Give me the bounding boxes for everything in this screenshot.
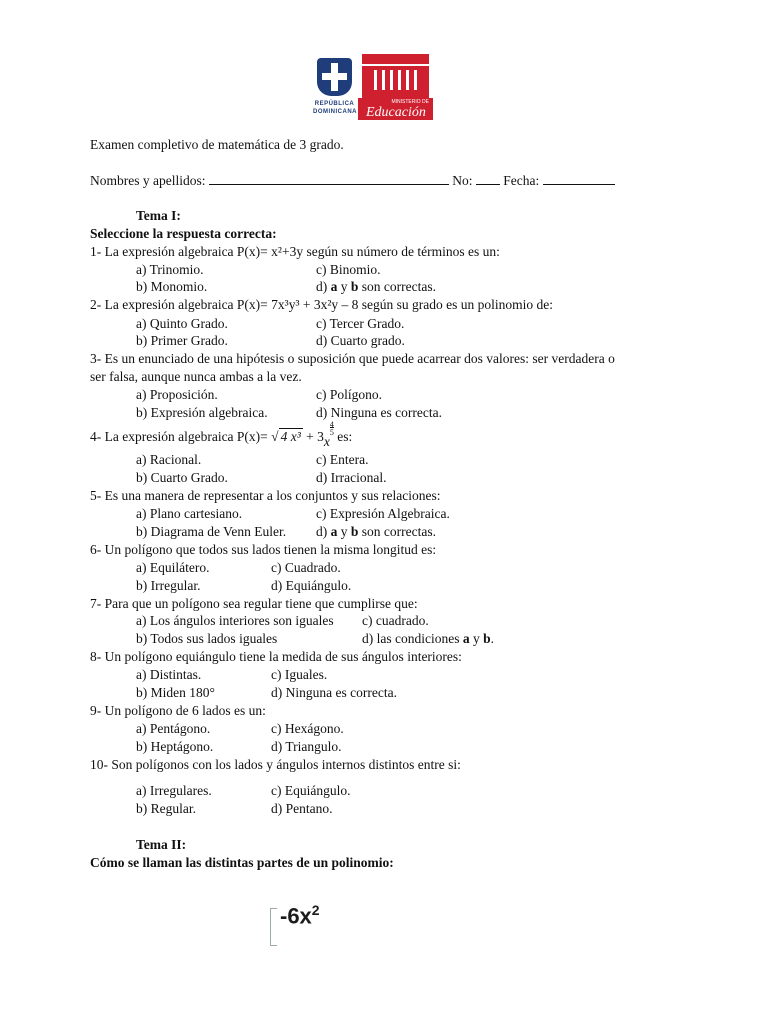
q1-option-d-suffix: son correctas. [358, 279, 436, 294]
q2-option-d[interactable]: d) Cuarto grado. [316, 333, 405, 348]
logo-education-text: Educación [366, 105, 426, 120]
q10-option-b[interactable]: b) Regular. [136, 801, 196, 816]
q8-option-c[interactable]: c) Iguales. [271, 667, 328, 682]
q5-option-a[interactable]: a) Plano cartesiano. [136, 506, 243, 521]
q5-option-d-y: y [337, 524, 351, 539]
number-label: No: [452, 173, 473, 188]
q5-option-d-a: a [330, 524, 338, 539]
q3-option-d[interactable]: d) Ninguna es correcta. [316, 405, 442, 420]
q6-option-a[interactable]: a) Equilátero. [136, 560, 210, 575]
coat-of-arms-icon [313, 54, 356, 122]
polynomial-base: -6x [280, 903, 312, 929]
q1-option-d-b: b [350, 279, 359, 294]
question-4 [90, 420, 353, 449]
q10-option-a[interactable]: a) Irregulares. [136, 783, 212, 798]
question-5: 5- Es una manera de representar a los conjuntos y sus relaciones: [90, 488, 441, 503]
tema2-instruction: Cómo se llaman las distintas partes de un polinomio: [90, 855, 394, 870]
question-10: 10- Son polígonos con los lados y ángulos internos distintos entre si: [90, 757, 461, 772]
q4-exponent [330, 421, 334, 437]
q7-option-d[interactable] [362, 631, 494, 647]
q7-option-b[interactable]: b) Todos sus lados iguales [136, 631, 278, 646]
q5-option-b[interactable]: b) Diagrama de Venn Euler. [136, 524, 287, 539]
q7-option-d-prefix: d) las condiciones [362, 631, 463, 646]
date-label: Fecha: [503, 173, 540, 188]
q7-option-d-a: a [462, 631, 470, 646]
q5-option-d-prefix: d) [316, 524, 331, 539]
q9-option-b[interactable]: b) Heptágono. [136, 739, 214, 754]
q4-option-c[interactable]: c) Entera. [316, 452, 369, 467]
q9-option-a[interactable]: a) Pentágono. [136, 721, 211, 736]
q3-option-b[interactable]: b) Expresión algebraica. [136, 405, 268, 420]
q4-option-d[interactable]: d) Irracional. [316, 470, 387, 485]
question-9: 9- Un polígono de 6 lados es un: [90, 703, 266, 718]
number-field[interactable] [476, 173, 500, 185]
question-3-line-2: ser falsa, aunque nunca ambas a la vez. [90, 369, 302, 384]
question-6: 6- Un polígono que todos sus lados tienen la misma longitud es: [90, 542, 437, 557]
q4-suffix: es: [337, 429, 353, 444]
q1-option-d-a: a [330, 279, 338, 294]
q1-option-c[interactable]: c) Binomio. [316, 262, 381, 277]
q2-option-c[interactable]: c) Tercer Grado. [316, 316, 405, 331]
q4-exponent-num: 4 [329, 420, 334, 429]
q6-option-d[interactable]: d) Equiángulo. [271, 578, 352, 593]
name-label: Nombres y apellidos: [90, 173, 206, 188]
q5-option-d-b: b [350, 524, 359, 539]
q2-option-a[interactable]: a) Quinto Grado. [136, 316, 228, 331]
q5-option-c[interactable]: c) Expresión Algebraica. [316, 506, 450, 521]
q1-option-d-y: y [337, 279, 351, 294]
q4-variable: x [323, 434, 330, 449]
tema1-instruction: Seleccione la respuesta correcta: [90, 226, 277, 241]
building-logo-icon [358, 54, 433, 122]
exam-title: Examen completivo de matemática de 3 grado. [90, 137, 344, 152]
logo-ministry-text: MINISTERIO DE [391, 99, 429, 105]
q1-option-d[interactable] [316, 279, 436, 295]
polynomial-expression [280, 902, 320, 929]
q7-option-d-y: y [469, 631, 484, 646]
q8-option-d[interactable]: d) Ninguna es correcta. [271, 685, 397, 700]
question-2: 2- La expresión algebraica P(x)= 7x³y³ + 3x²y – 8 según su grado es un polinomio de: [90, 297, 554, 312]
student-info-line [90, 173, 615, 189]
q4-option-a[interactable]: a) Racional. [136, 452, 202, 467]
question-8: 8- Un polígono equiángulo tiene la medida de sus ángulos interiores: [90, 649, 462, 664]
q4-exponent-den: 5 [329, 428, 334, 437]
question-1: 1- La expresión algebraica P(x)= x²+3y según su número de términos es un: [90, 244, 500, 259]
expression-bracket-left [270, 908, 277, 946]
q6-option-c[interactable]: c) Cuadrado. [271, 560, 341, 575]
ministry-logo [313, 54, 433, 122]
q3-option-a[interactable]: a) Proposición. [136, 387, 218, 402]
q2-option-b[interactable]: b) Primer Grado. [136, 333, 228, 348]
q9-option-d[interactable]: d) Triangulo. [271, 739, 342, 754]
q9-option-c[interactable]: c) Hexágono. [271, 721, 344, 736]
q4-option-b[interactable]: b) Cuarto Grado. [136, 470, 228, 485]
q1-option-d-prefix: d) [316, 279, 331, 294]
tema2-title: Tema II: [136, 837, 187, 852]
q4-radicand: 4 x³ [280, 429, 301, 444]
polynomial-exponent: 2 [311, 902, 320, 918]
sqrt-icon: √ [271, 429, 279, 444]
question-7: 7- Para que un polígono sea regular tiene que cumplirse que: [90, 596, 418, 611]
date-field[interactable] [543, 173, 615, 185]
q8-option-b[interactable]: b) Miden 180° [136, 685, 215, 700]
name-field[interactable] [209, 173, 449, 185]
q1-option-a[interactable]: a) Trinomio. [136, 262, 204, 277]
q5-option-d-suffix: son correctas. [358, 524, 436, 539]
q10-option-d[interactable]: d) Pentano. [271, 801, 333, 816]
q3-option-c[interactable]: c) Polígono. [316, 387, 382, 402]
q7-option-d-b: b [483, 631, 491, 646]
q10-option-c[interactable]: c) Equiángulo. [271, 783, 351, 798]
q5-option-d[interactable] [316, 524, 436, 540]
q6-option-b[interactable]: b) Irregular. [136, 578, 201, 593]
q7-option-c[interactable]: c) cuadrado. [362, 613, 429, 628]
q7-option-a[interactable]: a) Los ángulos interiores son iguales [136, 613, 334, 628]
q1-option-b[interactable]: b) Monomio. [136, 279, 208, 294]
q7-option-d-suffix: . [490, 631, 494, 646]
question-3-line-1: 3- Es un enunciado de una hipótesis o suposición que puede acarrear dos valores: ser verdadera o [90, 351, 615, 366]
q4-prefix: 4- La expresión algebraica P(x)= [90, 429, 268, 444]
logo-country-text: REPÚBLICA DOMINICANA [313, 101, 357, 115]
tema1-title: Tema I: [136, 208, 181, 223]
q8-option-a[interactable]: a) Distintas. [136, 667, 202, 682]
q4-plus-term: + 3 [306, 429, 324, 444]
